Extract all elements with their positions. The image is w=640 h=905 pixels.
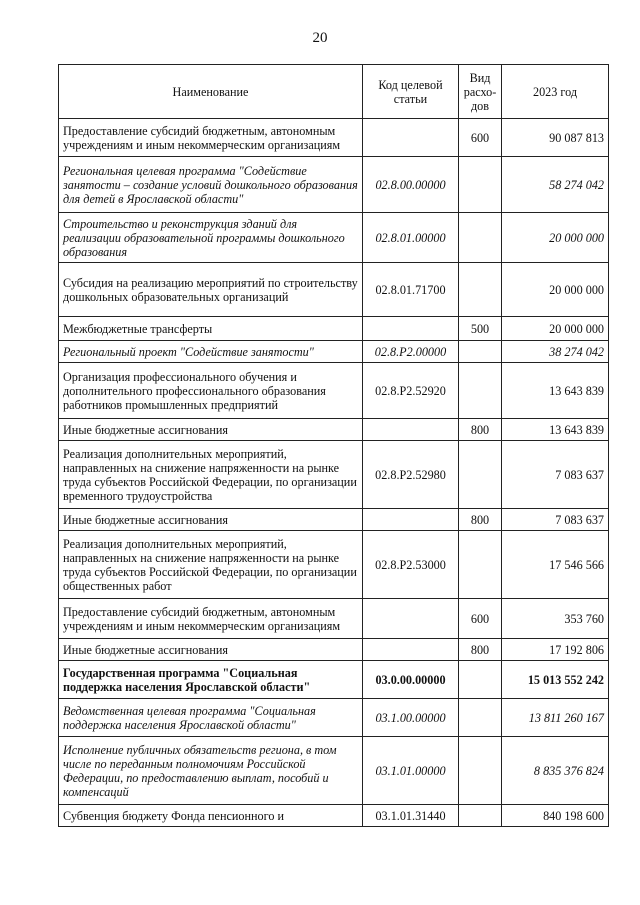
table-row [59,699,609,737]
row-name-cell: Строительство и реконструкция зданий для реализации образовательной программы дошкольного образования [59,213,363,263]
row-code-cell [363,419,459,441]
row-code-cell [363,119,459,157]
row-code-cell [363,509,459,531]
row-code-cell: 02.8.P2.53000 [363,531,459,599]
header-kind: Вид расхо-дов [459,65,502,119]
row-sum-cell: 38 274 042 [502,341,609,363]
row-kind-cell [459,531,502,599]
row-name-cell: Реализация дополнительных мероприятий, направленных на снижение напряженности на рынке труда субъектов Российской Федерации, по организации общественных работ [59,531,363,599]
page-number: 20 [312,30,328,46]
row-kind-cell [459,699,502,737]
row-sum-cell: 353 760 [502,599,609,639]
row-kind-cell [459,263,502,317]
row-kind-cell [459,737,502,805]
table-row [59,661,609,699]
row-name-cell: Предоставление субсидий бюджетным, автономным учреждениям и иным некоммерческим организациям [59,119,363,157]
row-sum-cell: 13 811 260 167 [502,699,609,737]
row-code-cell: 02.8.01.71700 [363,263,459,317]
row-code-cell [363,639,459,661]
row-kind-cell [459,363,502,419]
header-name: Наименование [59,65,363,119]
row-code-cell [363,317,459,341]
row-code-cell: 02.8.00.00000 [363,157,459,213]
row-kind-cell [459,661,502,699]
table-row [59,157,609,213]
table-row [59,419,609,441]
row-sum-cell: 15 013 552 242 [502,661,609,699]
row-sum-cell: 90 087 813 [502,119,609,157]
row-name-cell: Исполнение публичных обязательств региона, в том числе по переданным полномочиям Российской Федерации, по предоставлению выплат, пособий и компенсаций [59,737,363,805]
table-row [59,317,609,341]
table-body [59,119,609,827]
row-code-cell: 03.1.01.31440 [363,805,459,827]
budget-table [58,64,609,827]
row-kind-cell [459,341,502,363]
row-kind-cell: 600 [459,119,502,157]
row-sum-cell: 17 546 566 [502,531,609,599]
row-code-cell: 03.1.01.00000 [363,737,459,805]
table-row [59,599,609,639]
row-name-cell: Иные бюджетные ассигнования [59,419,363,441]
header-sum: 2023 год [502,65,609,119]
row-kind-cell [459,213,502,263]
row-name-cell: Иные бюджетные ассигнования [59,509,363,531]
row-name-cell: Межбюджетные трансферты [59,317,363,341]
row-name-cell: Субвенция бюджету Фонда пенсионного и [59,805,363,827]
row-kind-cell: 500 [459,317,502,341]
row-sum-cell: 20 000 000 [502,317,609,341]
table-row [59,441,609,509]
table-header-row [59,65,609,119]
table-row [59,213,609,263]
row-kind-cell [459,805,502,827]
table-row [59,737,609,805]
row-kind-cell [459,441,502,509]
table-row [59,263,609,317]
row-kind-cell: 800 [459,509,502,531]
row-sum-cell: 58 274 042 [502,157,609,213]
row-sum-cell: 7 083 637 [502,509,609,531]
row-kind-cell: 600 [459,599,502,639]
row-code-cell: 02.8.P2.52920 [363,363,459,419]
table-row [59,531,609,599]
row-name-cell: Государственная программа "Социальная поддержка населения Ярославской области" [59,661,363,699]
row-sum-cell: 13 643 839 [502,419,609,441]
row-code-cell: 02.8.01.00000 [363,213,459,263]
row-sum-cell: 20 000 000 [502,213,609,263]
row-sum-cell: 840 198 600 [502,805,609,827]
row-sum-cell: 17 192 806 [502,639,609,661]
row-name-cell: Реализация дополнительных мероприятий, направленных на снижение напряженности на рынке труда субъектов Российской Федерации, по организации временного трудоустройства [59,441,363,509]
row-name-cell: Предоставление субсидий бюджетным, автономным учреждениям и иным некоммерческим организациям [59,599,363,639]
table-row [59,509,609,531]
row-code-cell: 03.0.00.00000 [363,661,459,699]
table-row [59,363,609,419]
table-row [59,639,609,661]
table-row [59,119,609,157]
row-sum-cell: 7 083 637 [502,441,609,509]
row-sum-cell: 13 643 839 [502,363,609,419]
row-name-cell: Региональный проект "Содействие занятости" [59,341,363,363]
row-kind-cell: 800 [459,419,502,441]
row-kind-cell: 800 [459,639,502,661]
row-sum-cell: 20 000 000 [502,263,609,317]
row-sum-cell: 8 835 376 824 [502,737,609,805]
table-row [59,805,609,827]
row-code-cell [363,599,459,639]
row-code-cell: 02.8.P2.52980 [363,441,459,509]
row-name-cell: Организация профессионального обучения и дополнительного профессионального образования работников промышленных предприятий [59,363,363,419]
table-row [59,341,609,363]
row-kind-cell [459,157,502,213]
row-name-cell: Иные бюджетные ассигнования [59,639,363,661]
row-name-cell: Региональная целевая программа "Содействие занятости – создание условий дошкольного образования для детей в Ярославской области" [59,157,363,213]
row-code-cell: 02.8.P2.00000 [363,341,459,363]
row-name-cell: Ведомственная целевая программа "Социальная поддержка населения Ярославской области" [59,699,363,737]
header-code: Код целевой статьи [363,65,459,119]
row-code-cell: 03.1.00.00000 [363,699,459,737]
row-name-cell: Субсидия на реализацию мероприятий по строительству дошкольных образовательных организаций [59,263,363,317]
